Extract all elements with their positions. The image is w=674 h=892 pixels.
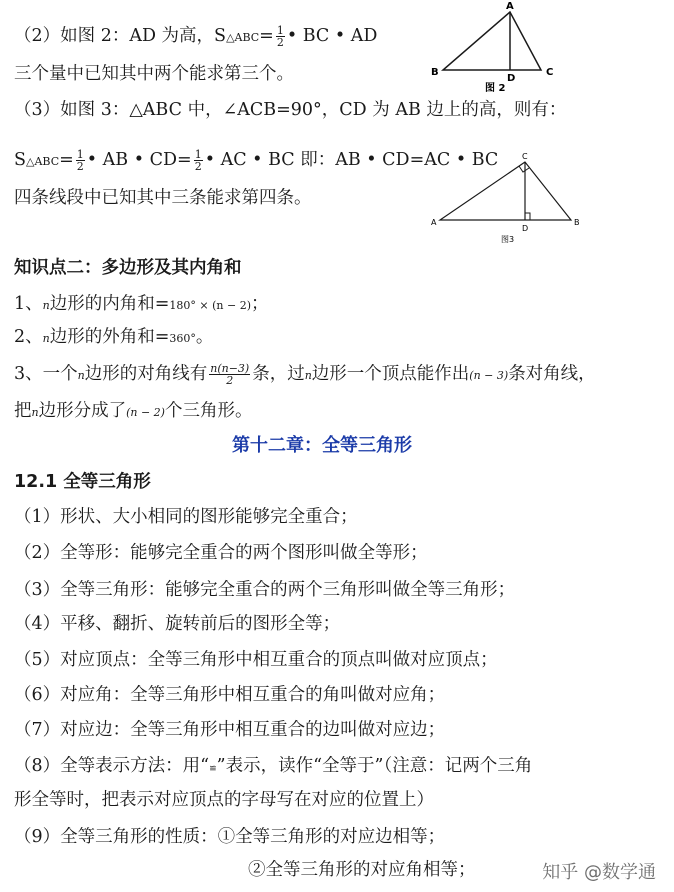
congruent-symbol: ≌ [209,764,217,774]
punctuation: 。 [195,327,214,347]
item-text: 个三角形。 [164,401,253,421]
list-item: （4）平移、翻折、旋转前后的图形全等； [14,614,341,634]
punctuation: ； [251,294,269,314]
variable-n: n [42,299,50,312]
line-congruence-property-2: ②全等三角形的对应角相等； [248,860,476,880]
line-triangles-split [14,399,252,425]
fraction-numerator: n(n−3) [210,362,250,375]
line-exterior-angle-sum [14,325,213,351]
figure-2-caption: 图 2 [485,83,506,94]
item-text: 条，过 [252,364,305,384]
expression-n-minus-3: (n − 3) [469,369,509,382]
line-three-quantities: 三个量中已知其中两个能求第三个。 [14,64,294,84]
right-angle-mark-d [525,213,530,220]
label-c: C [546,67,554,78]
label-c: C [522,152,528,161]
item-text: 边形的外角和= [49,327,170,347]
fraction-numerator: 1 [276,24,284,37]
list-item: （7）对应边：全等三角形中相互重合的边叫做对应边； [14,720,446,740]
line-area-formula-fig2 [14,24,377,50]
chapter-title: 第十二章：全等三角形 [232,435,412,456]
label-b: B [574,218,580,227]
triangle-abc [440,162,571,220]
text-ab-cd: • AB • CD= [86,150,192,170]
item-text: 条对角线， [508,364,596,384]
item-text: 边形一个顶点能作出 [311,364,470,384]
equals-sign: = [259,26,274,46]
subscript-abc: △ABC [26,155,60,168]
fraction-numerator: 1 [194,148,202,161]
text-s: S [14,150,26,170]
triangle-abc [443,12,541,70]
section-title: 12.1 全等三角形 [14,472,151,492]
label-a: A [431,218,437,227]
right-angle-mark-c [519,166,529,172]
variable-n: n [304,369,312,382]
item-text: 边形的对角线有 [84,364,208,384]
zhihu-watermark: 知乎 @数学通 [542,862,656,883]
item-text: ”表示，读作“全等于”（注意：记两个三角 [216,756,533,776]
item-text: 把 [14,401,32,421]
item-text: 边形的内角和= [49,294,170,314]
figure-2-triangle [425,0,565,96]
list-item: （2）全等形：能够完全重合的两个图形叫做全等形； [14,543,428,563]
fraction-denominator: 2 [276,36,284,49]
fraction-half [276,25,285,48]
item-number: 2、 [14,327,43,347]
list-item: （6）对应角：全等三角形中相互重合的角叫做对应角； [14,685,446,705]
formula-interior: 180° × (n − 2) [169,299,251,312]
text-ac-bc: • AC • BC 即：AB • CD=AC • BC [204,150,499,170]
line-four-segments: 四条线段中已知其中三条能求第四条。 [14,188,312,208]
fraction-half-2 [194,149,203,172]
heading-polygon-angles: 知识点二：多边形及其内角和 [14,258,242,278]
line-fig3-intro: （3）如图 3：△ABC 中，∠ACB=90°，CD 为 AB 边上的高，则有： [14,100,567,120]
variable-n: n [31,406,39,419]
fraction-half-1 [76,149,85,172]
text-fig2-prefix: （2）如图 2：AD 为高，S [14,26,227,46]
item-text: 3、一个 [14,364,78,384]
item-text: 边形分成了 [38,401,127,421]
label-d: D [522,224,529,233]
item-number: 1、 [14,294,43,314]
list-item: （5）对应顶点：全等三角形中相互重合的顶点叫做对应顶点； [14,650,498,670]
variable-n: n [77,369,85,382]
list-item: （1）形状、大小相同的图形能够完全重合； [14,507,358,527]
line-interior-angle-sum [14,292,269,318]
fraction-numerator: 1 [76,148,84,161]
subscript-abc: △ABC [226,31,260,44]
label-b: B [431,67,439,78]
line-area-formula-fig3 [14,148,498,174]
figure-3-caption: 图3 [501,235,515,244]
text-bc-ad: • BC • AD [286,26,378,46]
line-congruence-property-1: （9）全等三角形的性质：①全等三角形的对应边相等； [14,827,446,847]
equals-sign: = [59,150,74,170]
line-congruence-notation [14,754,532,781]
expression-n-minus-2: (n − 2) [126,406,165,419]
figure-3-right-triangle [428,148,588,248]
fraction-denominator: 2 [194,160,202,173]
variable-n: n [42,332,50,345]
item-text: （8）全等表示方法：用“ [14,756,210,776]
fraction-denominator: 2 [76,160,84,173]
line-congruence-note: 形全等时，把表示对应顶点的字母写在对应的位置上） [14,790,434,810]
fraction-diagonals [209,363,250,386]
fraction-denominator: 2 [226,374,234,387]
list-item: （3）全等三角形：能够完全重合的两个三角形叫做全等三角形； [14,580,516,600]
label-d: D [507,73,516,84]
label-a: A [506,1,514,12]
line-diagonals [14,362,596,388]
formula-exterior: 360° [169,332,196,345]
